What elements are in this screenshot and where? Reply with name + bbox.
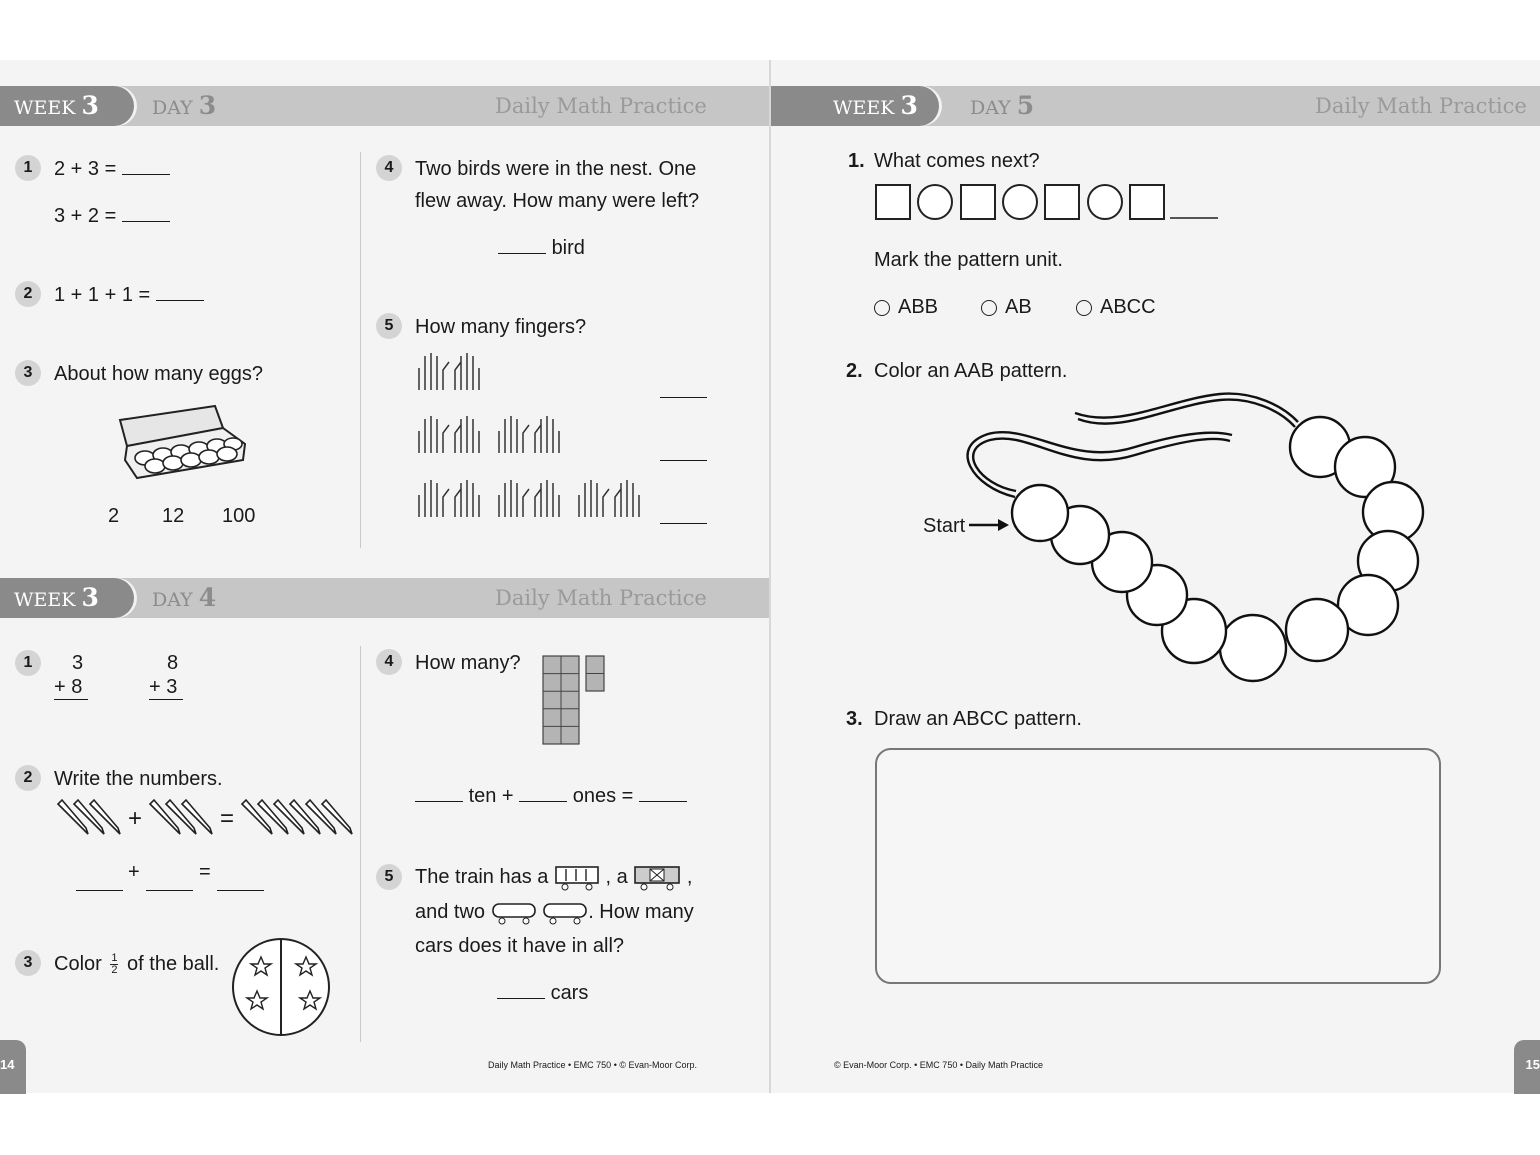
day-label: DAY 3	[152, 91, 217, 120]
day-label: DAY 5	[970, 91, 1035, 120]
drawing-area[interactable]	[875, 748, 1441, 984]
fingers-answer-2[interactable]	[660, 459, 707, 461]
question-text: Write the numbers.	[54, 768, 223, 790]
train-question-line3: cars does it have in all?	[415, 935, 625, 957]
question-number: 2.	[846, 360, 863, 382]
tens-blank[interactable]	[415, 800, 463, 802]
plus-sign: +	[128, 805, 143, 832]
ten-ones-equation: ten + ones =	[415, 780, 687, 812]
answer-blank[interactable]	[498, 252, 546, 254]
egg-carton-illustration	[115, 400, 255, 485]
equation-1: 2 + 3 =	[54, 153, 170, 185]
question-number: 3	[15, 360, 41, 386]
question-text: What comes next?	[874, 150, 1040, 172]
number-blank-1[interactable]	[76, 889, 123, 891]
question-text: How many fingers?	[415, 316, 587, 338]
tank-car-icon	[542, 901, 588, 925]
column-divider	[360, 646, 361, 1042]
answer-line: cars	[497, 977, 588, 1009]
radio-circle[interactable]	[981, 300, 997, 316]
day5-header	[771, 86, 1540, 126]
day3-header	[0, 86, 769, 126]
number-blank-3[interactable]	[217, 889, 264, 891]
total-blank[interactable]	[639, 800, 687, 802]
question-number: 1.	[848, 150, 865, 172]
question-number: 5	[376, 313, 402, 339]
question-text: About how many eggs?	[54, 363, 264, 385]
choice-12[interactable]: 12	[162, 505, 185, 527]
crayons-group-2	[148, 798, 218, 836]
question-number: 2	[15, 765, 41, 791]
week-badge: WEEK 3	[771, 86, 939, 126]
sum-line	[149, 698, 183, 700]
day4-header	[0, 578, 769, 618]
train-question-line1: The train has a , a ,	[415, 861, 692, 893]
hands-row-2	[415, 413, 575, 459]
shape-pattern	[874, 183, 1220, 221]
equals-sign: =	[199, 861, 211, 883]
equation-sum: 1 + 1 + 1 =	[54, 279, 204, 311]
bead-necklace-illustration[interactable]	[960, 395, 1430, 690]
option-ab[interactable]: AB	[981, 291, 1032, 323]
answer-blank[interactable]	[122, 173, 170, 175]
tank-car-icon	[491, 901, 537, 925]
page-number-tab: 14	[0, 1040, 26, 1094]
page-footer: Daily Math Practice • EMC 750 • © Evan-Moor Corp.	[488, 1060, 697, 1070]
addend-bottom: + 3	[149, 676, 178, 698]
radio-circle[interactable]	[1076, 300, 1092, 316]
start-label: Start	[923, 515, 966, 537]
option-abcc[interactable]: ABCC	[1076, 291, 1156, 323]
day-label: DAY 4	[152, 583, 217, 612]
week-badge: WEEK 3	[0, 578, 134, 618]
question-text: Color an AAB pattern.	[874, 360, 1068, 382]
radio-circle[interactable]	[874, 300, 890, 316]
answer-blank[interactable]	[497, 997, 545, 999]
question-number: 1	[15, 650, 41, 676]
option-abb[interactable]: ABB	[874, 291, 938, 323]
ones-blank[interactable]	[519, 800, 567, 802]
question-text: How many?	[415, 652, 521, 674]
column-divider	[360, 152, 361, 548]
fraction: $\frac{1}{2}$	[111, 952, 118, 977]
choice-100[interactable]: 100	[222, 505, 256, 527]
addend-top: 3	[72, 652, 84, 674]
answer-line: bird	[498, 232, 585, 264]
question-text-line2: flew away. How many were left?	[415, 190, 700, 212]
question-text: Color $\frac{1}{2}$ of the ball.	[54, 952, 220, 977]
answer-blank[interactable]	[122, 220, 170, 222]
sub-question-text: Mark the pattern unit.	[874, 249, 1063, 271]
boxcar-icon	[633, 865, 681, 891]
crayons-group-total	[240, 798, 352, 836]
header-title: Daily Math Practice	[495, 586, 707, 610]
question-number: 4	[376, 649, 402, 675]
header-title: Daily Math Practice	[495, 94, 707, 118]
number-blank-2[interactable]	[146, 889, 193, 891]
question-number: 4	[376, 155, 402, 181]
question-number: 2	[15, 281, 41, 307]
header-title: Daily Math Practice	[1315, 94, 1527, 118]
passenger-car-icon	[554, 865, 600, 891]
addend-top: 8	[167, 652, 179, 674]
choice-2[interactable]: 2	[108, 505, 120, 527]
question-text: Draw an ABCC pattern.	[874, 708, 1082, 730]
base-ten-blocks	[542, 655, 606, 745]
equation-2: 3 + 2 =	[54, 200, 170, 232]
answer-blank[interactable]	[156, 299, 204, 301]
hands-row-1	[415, 350, 495, 396]
page-number-tab: 15	[1514, 1040, 1540, 1094]
question-text-line1: Two birds were in the nest. One	[415, 158, 697, 180]
fingers-answer-1[interactable]	[660, 396, 707, 398]
plus-sign: +	[128, 861, 140, 883]
page-footer: © Evan-Moor Corp. • EMC 750 • Daily Math Practice	[834, 1060, 1043, 1070]
week-badge: WEEK 3	[0, 86, 134, 126]
ball-illustration[interactable]	[230, 937, 332, 1037]
fingers-answer-3[interactable]	[660, 522, 707, 524]
question-number: 1	[15, 155, 41, 181]
addend-bottom: + 8	[54, 676, 83, 698]
sum-line	[54, 698, 88, 700]
hands-row-3	[415, 477, 655, 523]
question-number: 3	[15, 950, 41, 976]
equals-sign: =	[220, 805, 235, 832]
train-question-line2: and two . How many	[415, 901, 694, 923]
question-number: 5	[376, 864, 402, 890]
question-number: 3.	[846, 708, 863, 730]
crayons-group-1	[56, 798, 126, 836]
